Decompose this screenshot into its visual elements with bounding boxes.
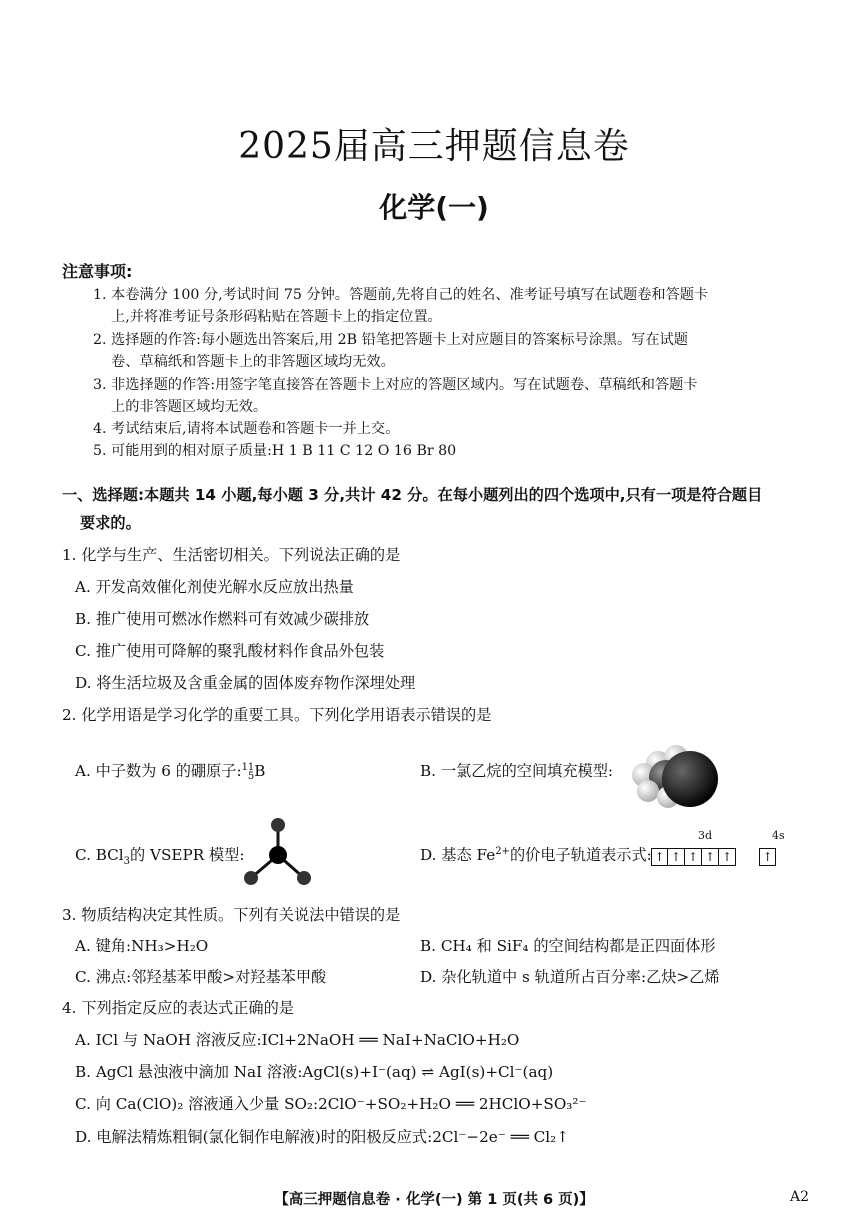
up-arrow-icon: ↑ bbox=[759, 848, 776, 866]
q2-option-d: D. 基态 $Fe^{2+}$的价电子轨道表示式: bbox=[420, 845, 652, 864]
section-heading-cont: 要求的。 bbox=[80, 514, 141, 532]
notice-item: 4. 考试结束后,请将本试题卷和答题卡一并上交。 bbox=[93, 421, 400, 437]
up-arrow-icon: ↑ bbox=[702, 848, 719, 866]
bcl3-vsepr-model bbox=[238, 815, 318, 890]
page-title: 2025届高三押题信息卷 bbox=[238, 126, 630, 167]
q2-option-c: C. BCl$_3$的 VSEPR 模型: bbox=[75, 846, 245, 868]
notice-item: 上的非答题区域均无效。 bbox=[111, 399, 268, 415]
q3-option-d: D. 杂化轨道中 s 轨道所占百分率:乙炔>乙烯 bbox=[420, 968, 720, 986]
chloroethane-space-filling-model bbox=[622, 735, 722, 815]
question-3-stem: 3. 物质结构决定其性质。下列有关说法中错误的是 bbox=[62, 906, 401, 924]
page-footer: 【高三押题信息卷 · 化学(一) 第 1 页(共 6 页)】 bbox=[274, 1192, 594, 1208]
notice-item: 1. 本卷满分 100 分,考试时间 75 分钟。答题前,先将自己的姓名、准考证号填写在试题卷和答题卡 bbox=[93, 287, 709, 303]
q4-option-d: D. 电解法精炼粗铜(氯化铜作电解液)时的阳极反应式:2Cl⁻−2e⁻ ══ Cl₂↑ bbox=[75, 1128, 569, 1146]
q3-option-a: A. 键角:NH₃>H₂O bbox=[75, 937, 209, 955]
notice-item: 3. 非选择题的作答:用签字笔直接答在答题卡上对应的答题区域内。写在试题卷、草稿纸和答题卡 bbox=[93, 377, 698, 393]
orbital-4s-box bbox=[759, 848, 776, 866]
notice-item: 上,并将准考证号条形码粘贴在答题卡上的指定位置。 bbox=[111, 309, 442, 325]
q4-option-a: A. ICl 与 NaOH 溶液反应:ICl+2NaOH ══ NaI+NaClO+H₂O bbox=[75, 1031, 520, 1049]
q1-option-d: D. 将生活垃圾及含重金属的固体废弃物作深埋处理 bbox=[75, 674, 416, 692]
q2-option-a: A. 中子数为 6 的硼原子:11 5B bbox=[75, 762, 266, 782]
orbital-3d-label: 3d bbox=[698, 829, 713, 842]
q3-option-b: B. CH₄ 和 SiF₄ 的空间结构都是正四面体形 bbox=[420, 937, 716, 955]
notice-heading: 注意事项: bbox=[62, 262, 133, 281]
orbital-3d-boxes bbox=[651, 848, 736, 866]
page-subtitle: 化学(一) bbox=[379, 191, 489, 224]
q2-option-b: B. 一氯乙烷的空间填充模型: bbox=[420, 762, 613, 780]
section-heading: 一、选择题:本题共 14 小题,每小题 3 分,共计 42 分。在每小题列出的四个选项中,只有一项是符合题目 bbox=[62, 486, 763, 504]
q4-option-c: C. 向 Ca(ClO)₂ 溶液通入少量 SO₂:2ClO⁻+SO₂+H₂O ══ 2HClO+SO₃²⁻ bbox=[75, 1095, 587, 1113]
notice-item: 5. 可能用到的相对原子质量:H 1 B 11 C 12 O 16 Br 80 bbox=[93, 443, 457, 459]
up-arrow-icon: ↑ bbox=[685, 848, 702, 866]
paper-code: A2 bbox=[790, 1189, 810, 1205]
up-arrow-icon: ↑ bbox=[719, 848, 736, 866]
q1-option-a: A. 开发高效催化剂使光解水反应放出热量 bbox=[75, 578, 354, 596]
question-1-stem: 1. 化学与生产、生活密切相关。下列说法正确的是 bbox=[62, 546, 401, 564]
notice-item: 卷、草稿纸和答题卡上的非答题区域均无效。 bbox=[111, 354, 395, 370]
up-arrow-icon: ↑ bbox=[651, 848, 668, 866]
question-4-stem: 4. 下列指定反应的表达式正确的是 bbox=[62, 999, 294, 1017]
q3-option-c: C. 沸点:邻羟基苯甲酸>对羟基苯甲酸 bbox=[75, 968, 327, 986]
notice-item: 2. 选择题的作答:每小题选出答案后,用 2B 铅笔把答题卡上对应题目的答案标号涂黑。写在试题 bbox=[93, 332, 688, 348]
question-2-stem: 2. 化学用语是学习化学的重要工具。下列化学用语表示错误的是 bbox=[62, 706, 492, 724]
q4-option-b: B. AgCl 悬浊液中滴加 NaI 溶液:AgCl(s)+I⁻(aq) ⇌ AgI(s)+Cl⁻(aq) bbox=[75, 1063, 554, 1081]
q1-option-c: C. 推广使用可降解的聚乳酸材料作食品外包装 bbox=[75, 642, 385, 660]
q1-option-b: B. 推广使用可燃冰作燃料可有效减少碳排放 bbox=[75, 610, 370, 628]
up-arrow-icon: ↑ bbox=[668, 848, 685, 866]
orbital-diagram bbox=[651, 846, 776, 866]
orbital-4s-label: 4s bbox=[772, 829, 785, 842]
